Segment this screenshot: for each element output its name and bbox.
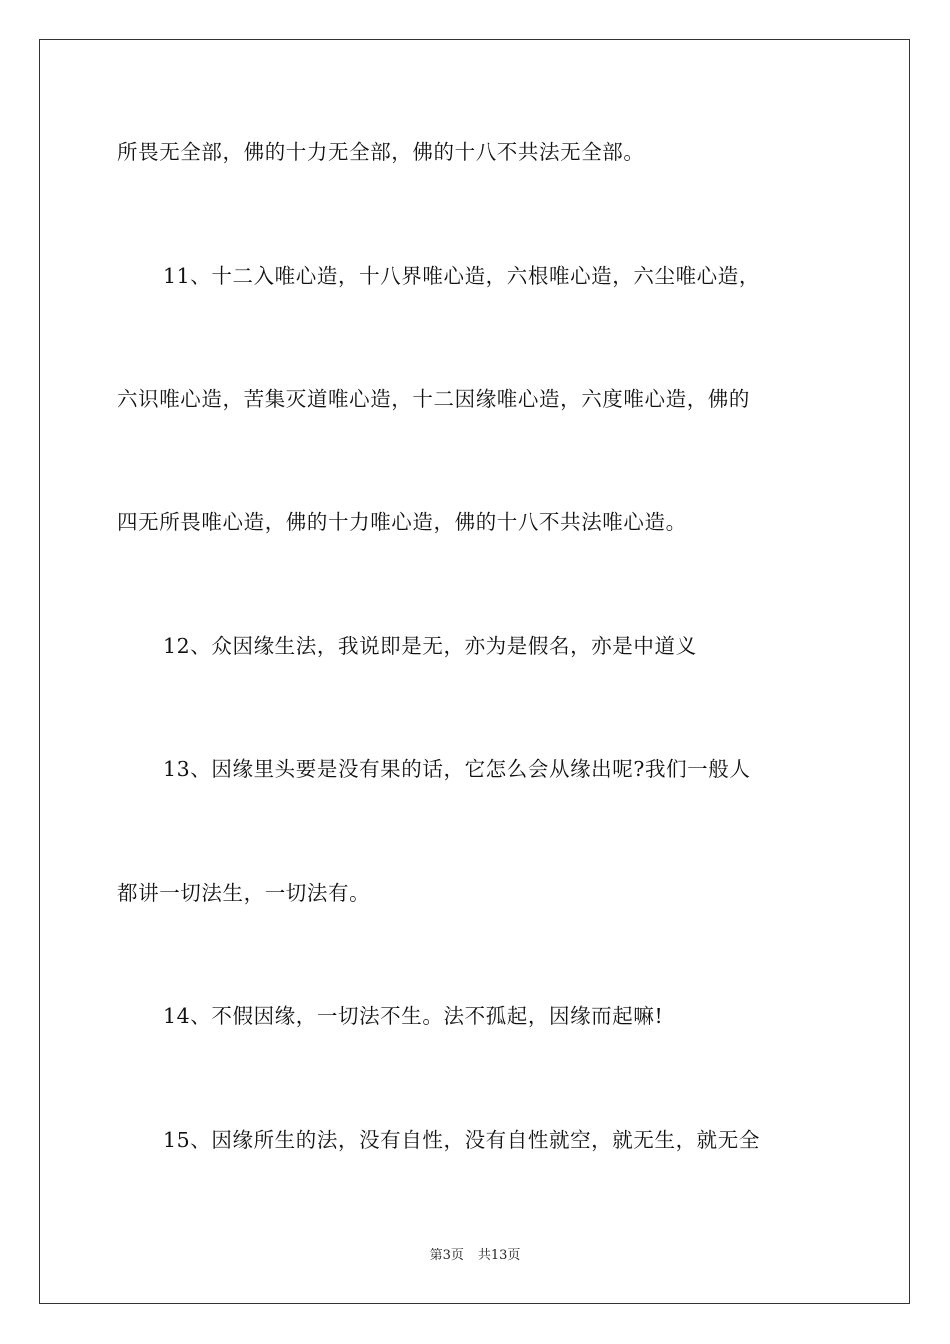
text-line-8: 14、不假因缘，一切法不生。法不孤起，因缘而起嘛! bbox=[163, 1004, 664, 1028]
text-line-6: 13、因缘里头要是没有果的话，它怎么会从缘出呢?我们一般人 bbox=[163, 757, 751, 781]
text-line-5: 12、众因缘生法，我说即是无，亦为是假名，亦是中道义 bbox=[163, 634, 697, 658]
text-line-3: 六识唯心造，苦集灭道唯心造，十二因缘唯心造，六度唯心造，佛的 bbox=[117, 387, 750, 411]
page-footer bbox=[0, 1247, 950, 1265]
text-line-9: 15、因缘所生的法，没有自性，没有自性就空，就无生，就无全 bbox=[163, 1128, 760, 1152]
text-line-2: 11、十二入唯心造，十八界唯心造，六根唯心造，六尘唯心造， bbox=[163, 264, 760, 288]
page-number-total: 共13页 bbox=[477, 1248, 521, 1263]
page-border bbox=[39, 39, 910, 1304]
page-number-current: 第3页 bbox=[429, 1248, 464, 1263]
text-line-1: 所畏无全部，佛的十力无全部，佛的十八不共法无全部。 bbox=[117, 140, 645, 164]
text-line-4: 四无所畏唯心造，佛的十力唯心造，佛的十八不共法唯心造。 bbox=[117, 510, 687, 534]
text-line-7: 都讲一切法生，一切法有。 bbox=[117, 881, 371, 905]
